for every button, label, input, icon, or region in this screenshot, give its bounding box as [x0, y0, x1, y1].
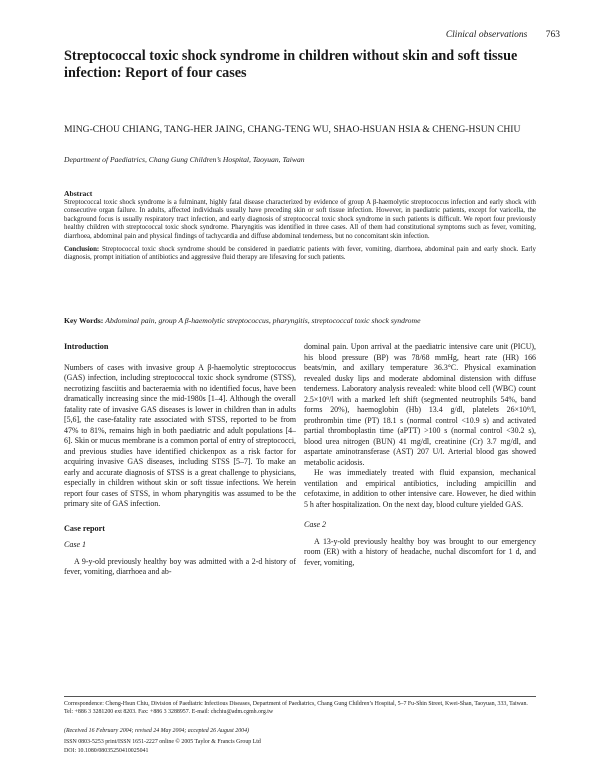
case2-heading: Case 2: [304, 520, 326, 529]
author-list: MING-CHOU CHIANG, TANG-HER JAING, CHANG-TENG WU, SHAO-HSUAN HSIA & CHENG-HSUN CHIU: [64, 124, 521, 135]
received-dates: (Received 16 February 2004; revised 24 May 2004; accepted 26 August 2004): [64, 728, 250, 734]
doi-line: DOI: 10.1080/08035250410025041: [64, 748, 149, 754]
keywords: [64, 316, 536, 325]
article-title: Streptococcal toxic shock syndrome in children without skin and soft tissue infection: Report of four cases: [64, 48, 518, 81]
conclusion-label: Conclusion:: [64, 245, 100, 253]
case1-paragraph-2: He was immediately treated with fluid expansion, mechanical ventilation and empirical antibiotics, including ampicillin and cefotaxime, in addition to other intensive care. However, he died within 5 h after hospitalization. On the next day, blood culture yielded GAS.: [304, 468, 536, 509]
issn-line: ISSN 0803-5253 print/ISSN 1651-2227 online © 2005 Taylor & Francis Group Ltd: [64, 739, 261, 745]
left-column: [64, 342, 296, 578]
introduction-text: Numbers of cases with invasive group A β-haemolytic streptococcus (GAS) infection, including streptococcal toxic shock syndrome (STSS), necrotizing fasciitis and bacteraemia with no identified focus, have been dramatically increasing since the mid-1980s [1–4]. Although the overall fatality rate of invasive GAS diseases is lower in children than in adults [5,6], the case-fatality rate associated with STSS, reported to be from 47% to 81%, remains high in both paediatric and adult populations [4–6]. Skin or mucus membrane is a common portal of entry of streptococci, and previous studies have identified chickenpox as a risk factor for acquiring invasive GAS diseases, including STSS [5–7]. To make an early and accurate diagnosis of STSS is a great challenge to physicians, especially in children without skin or soft tissue infections. We herein report four cases of STSS, in whom pharyngitis was assumed to be the primary site of GAS infection.: [64, 362, 296, 508]
abstract-conclusion: [64, 246, 536, 263]
footer-rule: [64, 696, 536, 697]
conclusion-text: Streptococcal toxic shock syndrome should be considered in paediatric patients with fever, vomiting, diarrhoea, abdominal pain and early shock. Early diagnosis, prompt initiation of antibiotics and aggressive fluid therapy are lifesaving for such patients.: [64, 245, 536, 262]
right-column: [304, 342, 536, 568]
abstract-block: [64, 190, 536, 263]
running-header: [446, 30, 560, 40]
case1-text: A 9-y-old previously healthy boy was admitted with a 2-d history of fever, vomiting, diarrhoea and ab-: [64, 556, 296, 576]
case1-heading: Case 1: [64, 540, 86, 549]
affiliation: Department of Paediatrics, Chang Gung Children’s Hospital, Taoyuan, Taiwan: [64, 155, 305, 164]
keywords-label: Key Words:: [64, 316, 104, 325]
abstract-body: Streptococcal toxic shock syndrome is a fulminant, highly fatal disease characterized by evidence of group A β-haemolytic streptococcus infection and early shock with consecutive organ failure. In adults, affected individuals usually have preceding skin or soft tissue infection. However, in paediatric patients, except for varicella, the background focus is usually respiratory tract infection, and early diagnosis of streptococcal toxic shock syndrome in such patients is difficult. We report four previously healthy children with streptococcal toxic shock syndrome. Pharyngitis was identified in three cases. All of them had constitutional symptoms such as fever, vomiting, diarrhoea, abdominal pain and physical findings of tachycardia and diffuse abdominal tenderness, but no concomitant skin infection.: [64, 198, 536, 240]
section-name: Clinical observations: [445, 30, 528, 40]
case-report-heading: Case report: [64, 523, 106, 533]
keywords-text: Abdominal pain, group A β-haemolytic streptococcus, pharyngitis, streptococcal toxic shock syndrome: [105, 316, 421, 325]
introduction-heading: Introduction: [64, 342, 109, 351]
correspondence-note: Correspondence: Cheng-Hsun Chiu, Division of Paediatric Infectious Diseases, Department of Paediatrics, Chang Gung Children’s Hospital, 5–7 Fu-Shin Street, Kwei-Shan, Taoyuan, 333, Taiwan. Tel: +886 3 3281200 ext 8203. Fax: +886 3 3288957. E-mail: chchiu@adm.cgmh.org.tw: [64, 701, 528, 715]
case2-text: A 13-y-old previously healthy boy was brought to our emergency room (ER) with a history of headache, nuchal discomfort for 1 d, and fever, vomiting,: [304, 536, 536, 567]
case1-continued: dominal pain. Upon arrival at the paediatric intensive care unit (PICU), his blood pressure (BP) was 78/68 mmHg, heart rate (HR) 166 beats/min, and axillary temperature 36.3°C. Physical examination revealed dusky lips and moderate abdominal distension with diffuse tenderness. Laboratory analysis revealed: white blood cell (WBC) count 2.5×10⁹/l with a marked left shift (segmented neutrophils 54%, band forms 20%), haemoglobin (Hb) 13.4 g/dl, platelets 26×10⁹/l, prothrombin time (PT) 18.1 s (normal control <10.9 s) and activated partial thromboplastin time (aPTT) >100 s (normal control <30.2 s), blood urea nitrogen (BUN) 41 mg/dl, creatinine (Cr) 3.7 mg/dl, and aspartate aminotransferase (AST) 207 U/l. Arterial blood gas showed metabolic acidosis.: [304, 342, 536, 467]
abstract-heading: Abstract: [64, 189, 93, 198]
page-number: 763: [545, 30, 560, 40]
